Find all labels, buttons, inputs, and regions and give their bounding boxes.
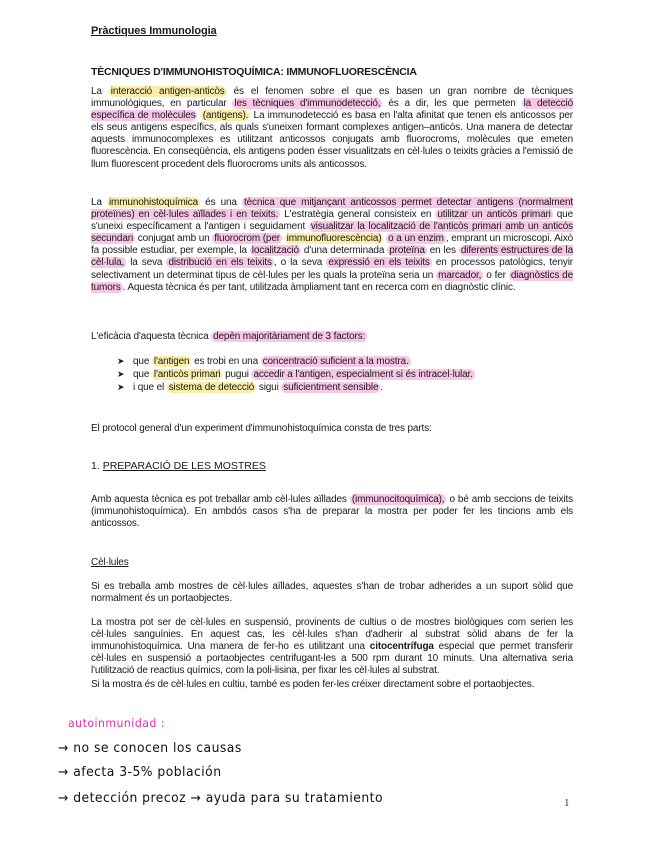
highlight: interacció antigen-anticòs <box>110 86 225 97</box>
highlight: expressió en els teixits <box>328 257 430 269</box>
paragraph-culture: Si la mostra és de cèl·lules en cultiu, també es poden fer-les créixer directament sobre el portaobjectes. <box>91 679 535 690</box>
highlight: la detecció específica de molècules <box>91 98 573 122</box>
document-heading: TÈCNIQUES D'IMMUNOHISTOQUÍMICA: IMMUNOFLUORESCÈNCIA <box>91 66 417 78</box>
handwritten-note-line: → afecta 3-5% población <box>58 765 222 780</box>
highlight: (immunocitoquímica), <box>351 494 445 505</box>
bullet-arrow-icon: ➤ <box>117 382 125 392</box>
highlight: immunohistoquímica <box>108 197 198 208</box>
highlight: fluorocrom (per <box>214 233 280 245</box>
highlight: sistema de detecció <box>168 382 255 393</box>
highlight: l'antigen <box>153 356 190 367</box>
highlight: depèn majoritàriament de 3 factors: <box>213 331 366 342</box>
bullet-arrow-icon: ➤ <box>117 356 125 366</box>
highlight: suficientment sensible <box>283 382 379 393</box>
highlight: accedir a l'antigen, especialment si és intracel·lular. <box>253 369 473 380</box>
subsection-heading: Cèl·lules <box>91 557 129 568</box>
highlight: distribució en els teixits <box>168 257 272 269</box>
list-item: ➤ que l'anticòs primari pugui accedir a l'antigen, especialment si és intracel·lular. <box>117 369 473 380</box>
paragraph-cells: Si es treballa amb mostres de cèl·lules aïllades, aquestes s'han de trobar adherides a un suport sòlid que normalment és un portaobjectes. <box>91 581 573 605</box>
highlight: utilitzar un anticòs primari <box>437 209 551 221</box>
highlight: (antigens). <box>202 110 249 122</box>
paragraph-efficacy: L'eficàcia d'aquesta tècnica depèn majoritàriament de 3 factors: <box>91 331 366 342</box>
paragraph-immunohistochemistry: La immunohistoquímica és una tècnica que mitjançant anticossos permet detectar antigens (normalment proteïnes) en cèl·lules aïllades i en teixits. L'estratègia general consisteix en utilitzar un anticòs primari que s'uneixi específicament a l'antigen i seguidament visualitzar la localització de l'anticòs primari amb un anticòs secundari conjugat amb un fluorocrom (per immunofluorescència) o a un enzim , emprant un microscopi. Això fa possible estudiar, per exemple, la localització d'una determinada proteïna en les diferents estructures de la cèl·lula, la seva distribució en els teixits , o la seva expressió en els teixits en processos patològics, tenyir selectivament un determinat tipus de cèl·lules per les quals la proteïna seria un marcador, o fer diagnòstics de tumors . Aquesta tècnica és per tant, utilitzada àmpliament tant en recerca com en diagnòstic clínic. <box>91 197 574 293</box>
highlight: diagnòstics de tumors <box>91 269 573 293</box>
paragraph-protocol: El protocol general d'un experiment d'immunohistoquímica consta de tres parts: <box>91 423 432 434</box>
handwritten-note-title: autoinmunidad : <box>68 716 165 730</box>
highlight: les tècniques d'immunodetecció, <box>234 98 381 110</box>
highlight: o a un enzim <box>388 233 444 245</box>
handwritten-note-line: → no se conocen los causas <box>58 741 242 756</box>
paragraph-suspension: La mostra pot ser de cèl·lules en suspensió, provinents de cultius o de mostres biològiques com serien les cèl·lules sanguínies. En aquest cas, les cèl·lules s'han d'adherir al substrat sòlid abans de fer la immunohistoquímica. Una manera de fer-ho es utilitzant una citocentrífuga especial que permet transferir cèl·lules en suspensió a portaobjectes centrifugant-les a 500 rpm durant 10 minuts. Una alternativa seria l'utilització de reactius químics, com la poli-lisina, per fixar les cèl·lules al substrat. <box>91 617 573 677</box>
list-item: ➤ i que el sistema de detecció sigui suficientment sensible . <box>117 382 384 393</box>
page-header: Pràctiques Immunologia <box>91 25 217 37</box>
highlight: diferents estructures de la cèl·lula, <box>91 245 573 269</box>
paragraph-intro: La interacció antigen-anticòs és el fenomen sobre el que es basen un gran nombre de tècniques immunològiques, en particular les tècniques d'immunodetecció, és a dir, les que permeten la detecció específica de molècules (antigens). La immunodetecció es basa en l'alta afinitat que tenen els anticossos per els seus antigens específics, als quals s'uneixen formant complexes antigen–anticòs. Una manera de detectar aquests immunocomplexes es utilitzant anticossos conjugats amb fluorocroms, molècules que emeten fluorescència. En conseqüència, els antigens poden ésser visualitzats en cèl·lules o teixits gràcies a l'emissió de llum fluorescent procedent dels fluorocroms units als anticossos. <box>91 86 574 170</box>
highlight: localització <box>251 245 299 257</box>
highlight: l'anticòs primari <box>153 369 221 380</box>
highlight: tècnica que mitjançant anticossos permet detectar antigens (normalment proteïnes) en cèl·lules aïllades i en teixits. <box>91 197 573 221</box>
section-heading: 1. PREPARACIÓ DE LES MOSTRES <box>91 460 266 472</box>
highlight: immunofluorescència) <box>286 233 382 245</box>
page-number: 1 <box>564 797 570 809</box>
list-item: ➤ que l'antigen es trobi en una concentració suficient a la mostra. <box>117 356 409 367</box>
highlight: concentració suficient a la mostra. <box>262 356 409 367</box>
highlight: marcador, <box>438 269 482 281</box>
highlight: proteïna <box>389 245 425 257</box>
paragraph-samples: Amb aquesta tècnica es pot treballar amb cèl·lules aïllades (immunocitoquímica), o bé amb seccions de teixits (immunohistoquímica). En ambdós casos s'ha de preparar la mostra per poder fer les tincions amb els anticossos. <box>91 494 573 530</box>
bullet-arrow-icon: ➤ <box>117 369 125 379</box>
handwritten-note-line: → detección precoz → ayuda para su tratamiento <box>58 791 383 806</box>
highlight: visualitzar la localització de l'anticòs primari amb un anticòs secundari <box>91 221 574 245</box>
